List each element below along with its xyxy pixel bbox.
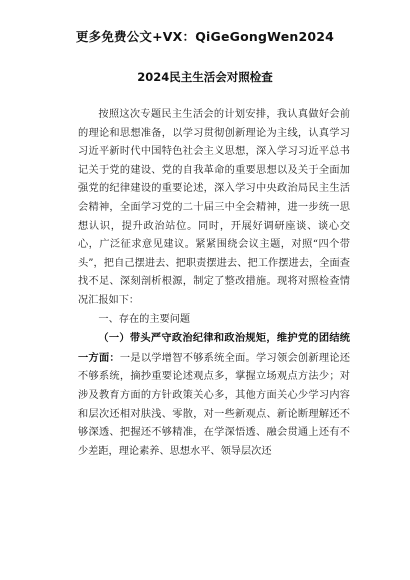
watermark-header: 更多免费公文+VX：QiGeGongWen2024 [75,29,335,44]
item-1-body: 一是以学增智不够系统全面。学习领会创新理论还不够系统，摘抄重要论述观点多，掌握立场观点方法少；对涉及教育方面的方针政策关心多，其他方面关心少学习内容和层次还相对肤浅、零散，对一些新观点、新论断理解还不够深透、把握还不够精准，在学深悟透、融会贯通上还有不少差距，理论素养、思想水平、领导层次还 [78,352,350,457]
item-paragraph-1 [78,329,350,461]
document-title: 2024民主生活会对照检查 [137,70,273,84]
section-heading-problems: 一、存在的主要问题 [98,313,191,325]
document-body [78,106,350,461]
item-1-lead: （一）带头严守政治纪律和政治规矩，维护党的团结统一方面： [78,332,350,364]
intro-paragraph: 按照这次专题民主生活会的计划安排，我认真做好会前的理论和思想准备，以学习贯彻创新理论为主线，认真学习习近平新时代中国特色社会主义思想，深入学习习近平总书记关于党的建设、党的自我革命的重要思想以及关于全面加强党的纪律建设的重要论述，深入学习中央政治局民主生活会精神，全面学习党的二十届三中全会精神，进一步统一思想认识，提升政治站位。同时，开展好调研座谈、谈心交心，广泛征求意见建议。紧紧围绕会议主题，对照“四个带头”，把自己摆进去、把职责摆进去、把工作摆进去，全面查找不足、深刻剖析根源，制定了整改措施。现将对照检查情况汇报如下： [78,109,350,306]
